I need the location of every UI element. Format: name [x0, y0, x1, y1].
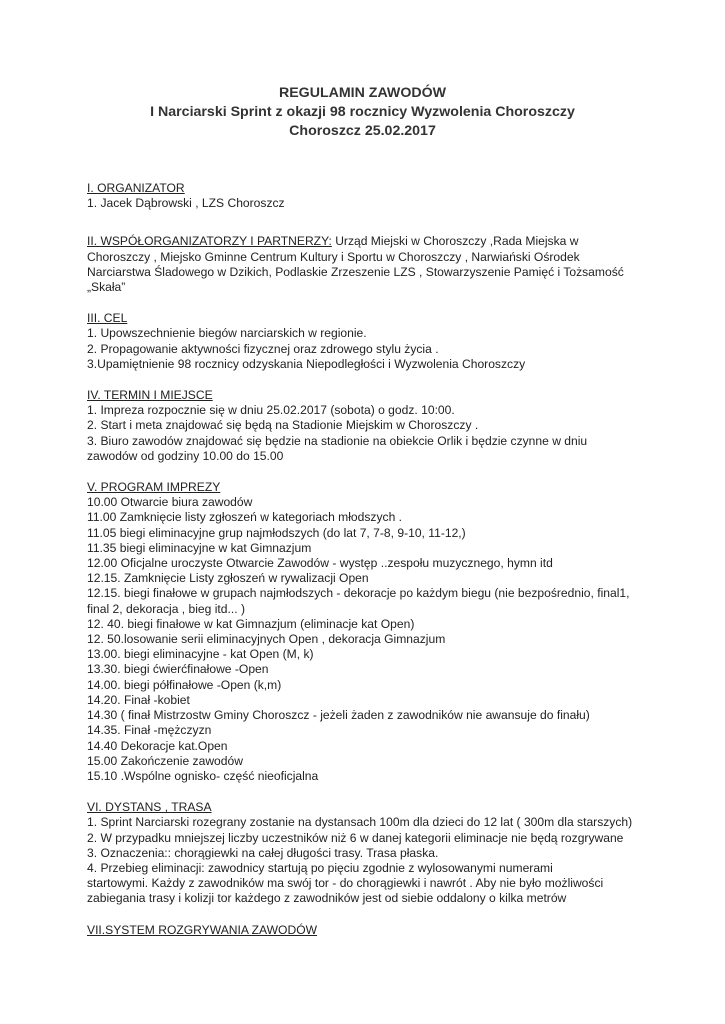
program-line: 14.30 ( finał Mistrzostw Gminy Choroszcz - jeżeli żaden z zawodników nie awansuje do finału) — [87, 708, 590, 723]
program-line: 12. 50.losowanie serii eliminacyjnych Open , dekoracja Gimnazjum — [87, 632, 446, 647]
section-organizator — [87, 181, 647, 211]
program-line: 13.30. biegi ćwierćfinałowe -Open — [87, 662, 269, 677]
program-line: 14.40 Dekoracje kat.Open — [87, 738, 228, 753]
section-line: „Skała” — [87, 280, 126, 295]
section-line: 3. Oznaczenia:: chorągiewki na całej długości trasy. Trasa płaska. — [87, 845, 439, 860]
section-heading: I. ORGANIZATOR — [87, 181, 185, 195]
section-line: 1. Impreza rozpocznie się w dniu 25.02.2017 (sobota) o godz. 10:00. — [87, 403, 455, 418]
program-line: 12.00 Oficjalne uroczyste Otwarcie Zawodów - występ ..zespołu muzycznego, hymn itd — [87, 556, 553, 571]
document-title: REGULAMIN ZAWODÓW — [278, 85, 447, 101]
section-line: Narciarstwa Śladowego w Dzikich, Podlaskie Zrzeszenie LZS , Stowarzyszenie Pamięć i Tożsamość — [87, 264, 624, 279]
section-line: 4. Przebieg eliminacji: zawodnicy startują po pięciu zgodnie z wylosowanymi numerami — [87, 860, 553, 875]
program-line: 14.35. Finał -mężczyzn — [87, 723, 212, 738]
section-heading: VII.SYSTEM ROZGRYWANIA ZAWODÓW — [87, 922, 318, 937]
section-heading: VI. DYSTANS , TRASA — [87, 800, 212, 815]
section-line: 2. Propagowanie aktywności fizycznej oraz zdrowego stylu życia . — [87, 341, 439, 356]
section-termin — [87, 388, 647, 464]
section-system — [87, 923, 647, 938]
section-line: 1. Jacek Dąbrowski , LZS Choroszcz — [87, 196, 285, 211]
program-line: 11.00 Zamknięcie listy zgłoszeń w kategoriach młodszych . — [87, 510, 403, 525]
program-line: 15.00 Zakończenie zawodów — [87, 753, 243, 768]
section-line: Urząd Miejski w Choroszczy ,Rada Miejska w — [331, 234, 579, 249]
section-line: 3. Biuro zawodów znajdować się będzie na stadionie na obiekcie Orlik i będzie czynne w dniu — [87, 433, 588, 448]
section-line: zawodów od godziny 10.00 do 15.00 — [87, 448, 284, 463]
section-dystans — [87, 800, 647, 906]
program-line: 10.00 Otwarcie biura zawodów — [87, 495, 253, 510]
program-line: 14.00. biegi półfinałowe -Open (k,m) — [87, 677, 282, 692]
section-line: 1. Sprint Narciarski rozegrany zostanie na dystansach 100m dla dzieci do 12 lat ( 300m dla starszych) — [87, 815, 633, 830]
section-line: zabiegania trasy i kolizji tor każdego z zawodników jest od siebie oddalony o kilka metrów — [87, 891, 567, 906]
program-line: 15.10 .Wspólne ognisko- część nieoficjalna — [87, 768, 319, 783]
section-heading: V. PROGRAM IMPREZY — [87, 480, 221, 495]
section-line: 2. W przypadku mniejszej liczby uczestników niż 6 w danej kategorii eliminacje nie będą rozgrywane — [87, 830, 624, 845]
section-line: 2. Start i meta znajdować się będą na Stadionie Miejskim w Choroszczy . — [87, 418, 479, 433]
section-line: Choroszczy , Miejsko Gminne Centrum Kultury i Sportu w Choroszczy , Narwiański Ośrodek — [87, 249, 580, 264]
program-line: 11.35 biegi eliminacyjne w kat Gimnazjum — [87, 540, 312, 555]
program-line: 14.20. Finał -kobiet — [87, 692, 190, 707]
program-line: final 2, dekoracja , bieg itd... ) — [87, 601, 245, 616]
program-line: 12.15. Zamknięcie Listy zgłoszeń w rywalizacji Open — [87, 571, 369, 586]
section-heading: IV. TERMIN I MIEJSCE — [87, 388, 213, 403]
program-line: 12.15. biegi finałowe w grupach najmłodszych - dekoracje po każdym biegu (nie bezpośrednio, final1, — [87, 586, 630, 601]
section-heading: III. CEL — [87, 311, 128, 326]
section-partners — [87, 234, 647, 295]
section-heading: II. WSPÓŁORGANIZATORZY I PARTNERZY: — [87, 234, 332, 249]
document-body — [87, 181, 647, 938]
section-line: 1. Upowszechnienie biegów narciarskich w regionie. — [87, 326, 367, 341]
document-date: Choroszcz 25.02.2017 — [289, 123, 436, 139]
program-line: 11.05 biegi eliminacyjne grup najmłodszych (do lat 7, 7-8, 9-10, 11-12,) — [87, 525, 466, 540]
section-cel — [87, 311, 647, 372]
section-line: 3.Upamiętnienie 98 rocznicy odzyskania Niepodległości i Wyzwolenia Choroszczy — [87, 356, 526, 371]
document-header — [0, 84, 725, 141]
section-program — [87, 480, 647, 784]
program-line: 13.00. biegi eliminacyjne - kat Open (M, k) — [87, 647, 314, 662]
program-line: 12. 40. biegi finałowe w kat Gimnazjum (eliminacje kat Open) — [87, 616, 415, 631]
document-subtitle: I Narciarski Sprint z okazji 98 rocznicy Wyzwolenia Choroszczy — [150, 104, 575, 120]
section-line: startowymi. Każdy z zawodników ma swój tor - do chorągiewki i nawrót . Aby nie było możliwości — [87, 876, 604, 891]
